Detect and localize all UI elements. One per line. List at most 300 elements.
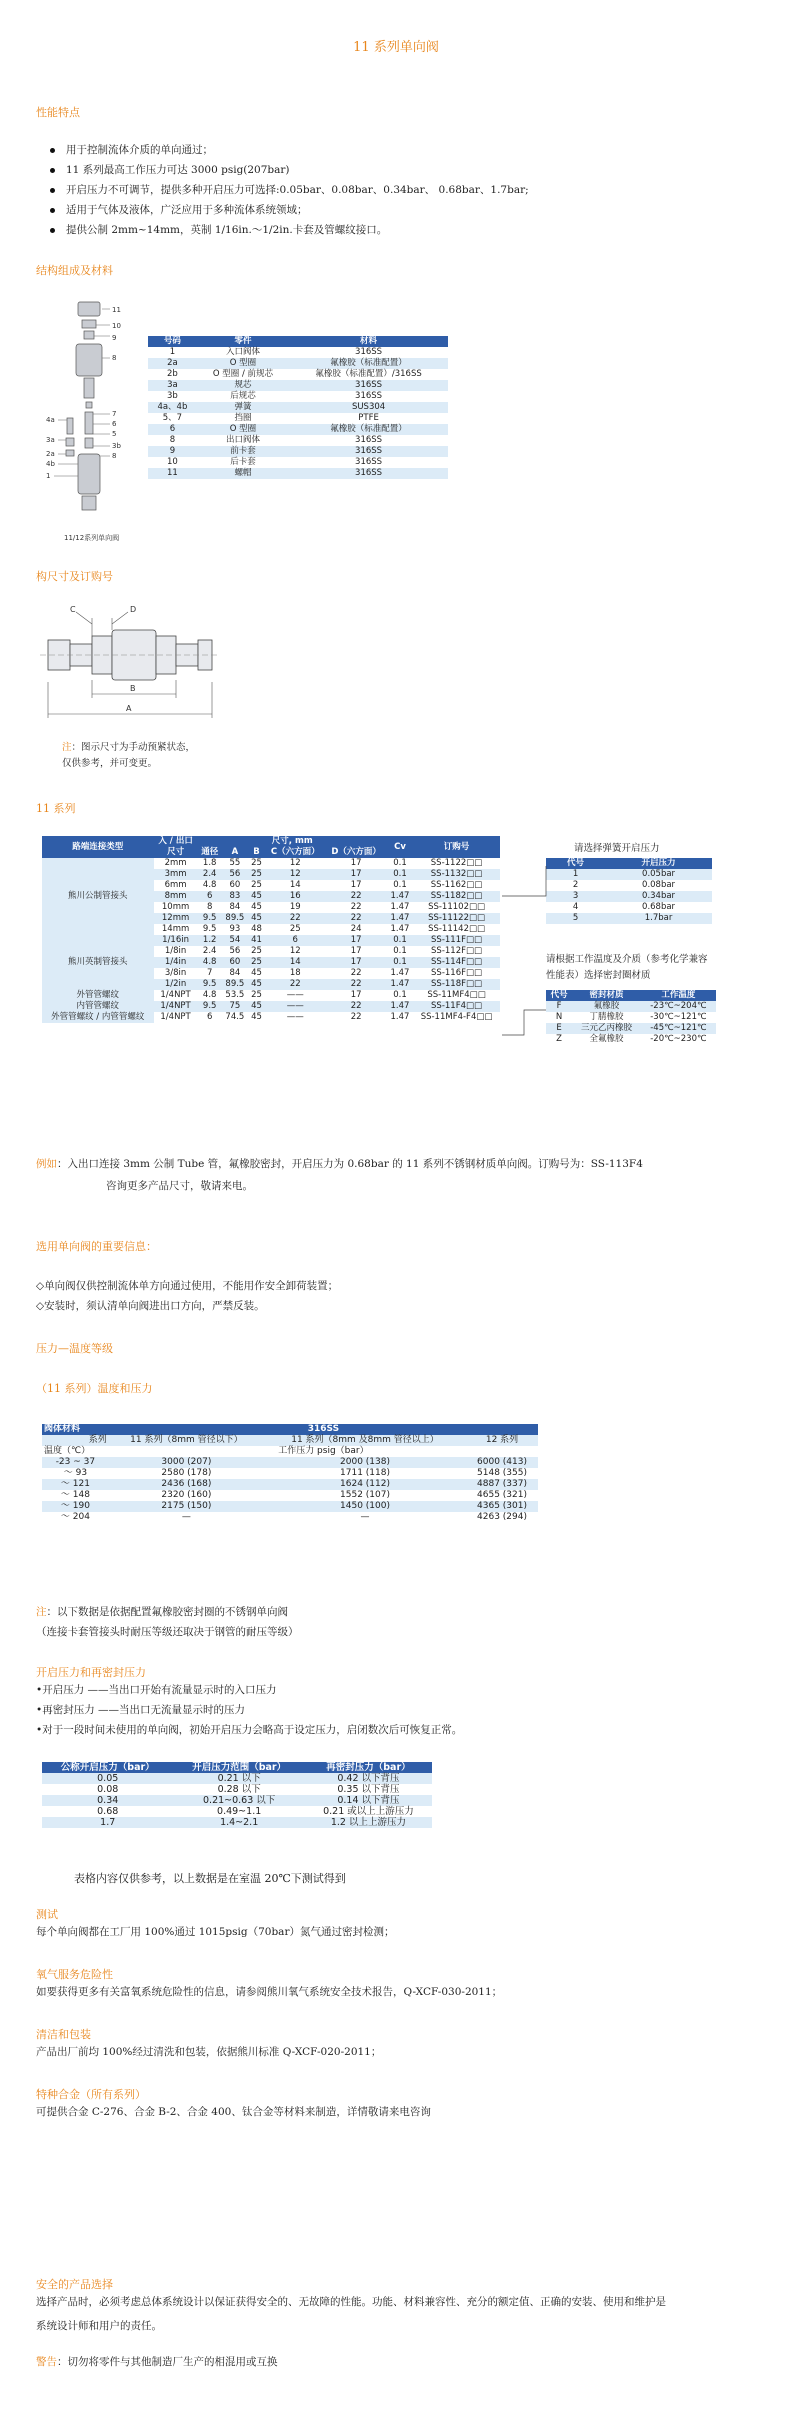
table-cell: 56 xyxy=(229,869,241,879)
table-cell: 0.05bar xyxy=(642,869,676,879)
table-cell: 4.8 xyxy=(202,990,217,1000)
table-row xyxy=(546,1034,716,1045)
pt-temp-label: 温度（℃） xyxy=(44,1446,91,1456)
table-cell: 17 xyxy=(350,880,362,890)
crack-line-2: •再密封压力 ——当出口无流量显示时的压力 xyxy=(36,1704,246,1716)
dimension-note xyxy=(62,740,202,772)
table-cell: 1.7 xyxy=(100,1817,116,1828)
table-cell: 12mm xyxy=(161,913,190,923)
table-row xyxy=(148,468,448,479)
table-cell: 氟橡胶（标准配置）/316SS xyxy=(315,369,422,379)
table-cell: 1/4NPT xyxy=(160,990,191,1000)
table-cell: 93 xyxy=(229,924,241,934)
table-cell: 弹簧 xyxy=(234,402,252,412)
table-row xyxy=(148,435,448,446)
table-cell: 氟橡胶 xyxy=(593,1001,620,1011)
table-cell: 9.5 xyxy=(202,924,217,934)
order-col-size: 尺寸 xyxy=(167,847,185,857)
dim-label-d: D xyxy=(130,605,137,614)
table-row xyxy=(42,990,500,1001)
table-cell: 25 xyxy=(251,869,262,879)
table-row xyxy=(42,1795,432,1806)
table-cell: 84 xyxy=(229,902,241,912)
table-cell: 0.1 xyxy=(393,858,407,868)
seal-table xyxy=(546,990,716,1045)
table-cell: O 型圈 xyxy=(229,424,257,434)
table-cell: 3mm xyxy=(164,869,187,879)
table-cell: 3b xyxy=(166,391,178,401)
crack-col-range: 开启压力范围（bar） xyxy=(192,1762,287,1773)
table-cell: 316SS xyxy=(355,435,383,445)
dim-label-c: C xyxy=(70,605,76,614)
dimension-note-label: 注 xyxy=(62,742,72,753)
clean-heading: 清洁和包装 xyxy=(36,2028,91,2041)
callout-8a: 8 xyxy=(112,354,117,362)
table-cell: 45 xyxy=(251,1001,262,1011)
table-cell: 三元乙丙橡胶 xyxy=(580,1023,632,1033)
diagram-caption: 11/12系列单向阀 xyxy=(64,534,120,542)
table-cell: 3/8in xyxy=(164,968,187,978)
connection-type-label: 熊川公制管接头 xyxy=(42,858,154,935)
table-cell: 22 xyxy=(350,979,362,989)
table-cell: 1/4NPT xyxy=(160,1001,191,1011)
mat-col-part: 零件 xyxy=(234,336,252,346)
crack-heading: 开启压力和再密封压力 xyxy=(36,1666,146,1679)
example-label: 例如 xyxy=(36,1158,57,1170)
pt-wp-label: 工作压力 psig（bar） xyxy=(278,1446,369,1456)
table-row xyxy=(148,391,448,402)
test-heading: 测试 xyxy=(36,1908,58,1921)
table-cell: 17 xyxy=(350,946,362,956)
table-cell: 1.47 xyxy=(390,968,410,978)
table-cell: 0.08bar xyxy=(642,880,676,890)
table-cell: 17 xyxy=(350,990,362,1000)
table-cell: 60 xyxy=(229,957,241,967)
dimension-note-text: ：图示尺寸为手动预紧状态，仅供参考，并可变更。 xyxy=(62,742,196,769)
table-cell: SS-11MF4□□ xyxy=(427,990,486,1000)
table-cell: 1450 (100) xyxy=(340,1501,390,1511)
table-cell: 2a xyxy=(167,358,178,368)
table-cell: 22 xyxy=(289,979,301,989)
table-row xyxy=(148,358,448,369)
table-row xyxy=(546,891,712,902)
table-cell: —— xyxy=(286,1012,304,1022)
table-cell: 0.1 xyxy=(393,869,407,879)
warning-label: 警告 xyxy=(36,2356,57,2368)
table-cell: 5、7 xyxy=(162,413,183,423)
table-cell: 4365 (301) xyxy=(477,1501,527,1511)
table-cell: 挡圈 xyxy=(234,413,252,423)
table-row xyxy=(42,1468,538,1479)
feature-item: 开启压力不可调节，提供多种开启压力可选择:0.05bar、0.08bar、0.34bar、 0.68bar、1.7bar; xyxy=(44,180,529,200)
order-col-c: C（六方面） xyxy=(270,847,320,857)
table-cell: SS-11F4□□ xyxy=(431,1001,483,1011)
table-cell: 10 xyxy=(166,457,178,467)
table-cell: 17 xyxy=(350,869,362,879)
table-cell: 1.2 xyxy=(202,935,217,945)
table-row xyxy=(546,902,712,913)
table-row xyxy=(42,1817,432,1828)
important-item-1: ◇单向阀仅供控制流体单方向通过使用，不能用作安全卸荷装置； xyxy=(36,1280,339,1292)
table-cell: 1.47 xyxy=(390,913,410,923)
table-cell: 2mm xyxy=(164,858,187,868)
table-cell: 0.21 或以上上游压力 xyxy=(323,1806,414,1817)
order-col-dims: 尺寸, mm xyxy=(271,836,313,846)
spring-col-pressure: 开启压力 xyxy=(641,858,676,868)
callout-4b: 4b xyxy=(46,460,55,468)
table-cell: 1552 (107) xyxy=(340,1490,390,1500)
table-cell: 0.68bar xyxy=(642,902,676,912)
table-row xyxy=(148,457,448,468)
table-cell: 规芯 xyxy=(234,380,252,390)
callout-9: 9 xyxy=(112,334,117,342)
table-cell: 5148 (355) xyxy=(477,1468,527,1478)
order-col-order: 订购号 xyxy=(443,841,470,852)
table-cell: E xyxy=(556,1023,562,1033)
table-cell: 9.5 xyxy=(202,1001,217,1011)
structure-heading: 结构组成及材料 xyxy=(36,264,113,277)
table-cell: 0.05 xyxy=(97,1773,119,1784)
table-cell: 4263 (294) xyxy=(477,1512,527,1522)
table-cell: 53.5 xyxy=(225,990,245,1000)
spring-table xyxy=(546,858,712,924)
table-cell: 18 xyxy=(289,968,301,978)
table-cell: 0.21~0.63 以下 xyxy=(203,1795,276,1806)
table-cell: 25 xyxy=(251,957,262,967)
connection-type-label: 外管管螺纹 xyxy=(42,990,154,1001)
table-row xyxy=(42,1457,538,1468)
table-cell: 0.1 xyxy=(393,990,407,1000)
table-cell: 前卡套 xyxy=(230,446,256,456)
pt-series-label: 系列 xyxy=(88,1435,107,1445)
pt-material-label: 阀体材料 xyxy=(44,1424,81,1434)
table-cell: 0.49~1.1 xyxy=(217,1806,262,1817)
oxygen-heading: 氧气服务危险性 xyxy=(36,1968,113,1981)
pt-heading: 压力—温度等级 xyxy=(36,1342,113,1355)
clean-text: 产品出厂前均 100%经过清洗和包装，依据熊川标准 Q-XCF-020-2011； xyxy=(36,2046,382,2058)
table-cell: 2.4 xyxy=(202,869,217,879)
table-row xyxy=(546,1012,716,1023)
important-item-2: ◇安装时，须认清单向阀进出口方向，严禁反装。 xyxy=(36,1300,265,1312)
callout-11: 11 xyxy=(112,306,121,314)
table-cell: 0.1 xyxy=(393,935,407,945)
table-cell: 14 xyxy=(289,957,301,967)
table-cell: ～ 190 xyxy=(60,1501,90,1511)
table-cell: 氟橡胶（标准配置） xyxy=(330,424,407,434)
table-cell: 6 xyxy=(206,1012,213,1022)
crack-col-reseal: 再密封压力（bar） xyxy=(326,1762,411,1773)
table-cell: SS-11142□□ xyxy=(428,924,486,934)
callout-3a: 3a xyxy=(46,436,55,444)
seal-col-material: 密封材质 xyxy=(589,990,624,1000)
table-cell: 74.5 xyxy=(225,1012,245,1022)
table-row xyxy=(42,1012,500,1023)
table-cell: 出口阀体 xyxy=(225,435,260,445)
table-cell: 2 xyxy=(572,880,579,890)
table-cell: -23℃~204℃ xyxy=(650,1001,707,1011)
table-row xyxy=(546,1001,716,1012)
table-cell: 2b xyxy=(166,369,178,379)
table-cell: 55 xyxy=(229,858,241,868)
table-cell: 3 xyxy=(572,891,579,901)
order-col-io: 入 / 出口 xyxy=(158,836,193,846)
crack-col-nominal: 公称开启压力（bar） xyxy=(60,1762,155,1773)
table-cell: 89.5 xyxy=(225,913,245,923)
table-cell: SS-1162□□ xyxy=(430,880,483,890)
table-cell: — xyxy=(181,1512,191,1522)
table-row xyxy=(148,424,448,435)
table-cell: F xyxy=(556,1001,562,1011)
table-cell: 6mm xyxy=(164,880,187,890)
table-cell: 8mm xyxy=(164,891,187,901)
seal-col-temp: 工作温度 xyxy=(661,990,696,1000)
table-cell: 45 xyxy=(251,979,262,989)
table-cell: Z xyxy=(556,1034,562,1044)
feature-item: 11 系列最高工作压力可达 3000 psig(207bar) xyxy=(44,160,529,180)
table-cell: 1.47 xyxy=(390,902,410,912)
table-cell: 22 xyxy=(350,1001,362,1011)
dimension-drawing xyxy=(40,600,220,726)
example-text: ：入出口连接 3mm 公制 Tube 管，氟橡胶密封，开启压力为 0.68bar 的 11 系列不锈钢材质单向阀。订购号为：SS-113F4 xyxy=(57,1158,643,1170)
table-cell: -23 ~ 37 xyxy=(55,1457,96,1467)
connector-lines xyxy=(500,860,548,1060)
callout-6: 6 xyxy=(112,420,117,428)
table-cell: 0.34bar xyxy=(642,891,676,901)
table-cell: SS-1132□□ xyxy=(430,869,483,879)
table-cell: 54 xyxy=(229,935,241,945)
table-cell: 45 xyxy=(251,913,262,923)
callout-4a: 4a xyxy=(46,416,55,424)
table-cell: 4 xyxy=(572,902,579,912)
connection-type-label: 外管管螺纹 / 内管管螺纹 xyxy=(42,1012,154,1023)
table-cell: 45 xyxy=(251,902,262,912)
table-row xyxy=(546,869,712,880)
table-row xyxy=(42,1512,538,1523)
example-more: 咨询更多产品尺寸，敬请来电。 xyxy=(106,1180,253,1192)
table-cell: 2580 (178) xyxy=(161,1468,212,1478)
crack-line-1: •开启压力 ——当出口开始有流量显示时的入口压力 xyxy=(36,1684,277,1696)
table-cell: 全氟橡胶 xyxy=(589,1034,624,1044)
safety-heading: 安全的产品选择 xyxy=(36,2278,113,2291)
table-cell: 8 xyxy=(169,435,176,445)
dimensions-heading: 构尺寸及订购号 xyxy=(36,570,113,583)
table-cell: ～ 121 xyxy=(60,1479,90,1489)
table-cell: 6000 (413) xyxy=(477,1457,527,1467)
table-cell: 25 xyxy=(251,946,262,956)
pt-note xyxy=(36,1602,288,1622)
order-col-bore: 通径 xyxy=(201,847,219,857)
table-cell: 0.1 xyxy=(393,946,407,956)
table-cell: SS-11MF4-F4□□ xyxy=(420,1012,493,1022)
table-row xyxy=(42,1490,538,1501)
mat-col-no: 号码 xyxy=(163,336,181,346)
table-cell: 12 xyxy=(289,858,301,868)
safety-text-2: 系统设计师和用户的责任。 xyxy=(36,2320,162,2332)
table-cell: 14mm xyxy=(161,924,190,934)
feature-item: 适用于气体及液体，广泛应用于多种流体系统领域； xyxy=(44,200,529,220)
table-row xyxy=(148,446,448,457)
table-cell: N xyxy=(555,1012,563,1022)
table-cell: SS-11122□□ xyxy=(428,913,486,923)
table-cell: 83 xyxy=(229,891,241,901)
table-cell: SS-11102□□ xyxy=(428,902,486,912)
table-cell: 1.7bar xyxy=(644,913,673,923)
table-cell: 2320 (160) xyxy=(161,1490,212,1500)
table-cell: 25 xyxy=(251,880,262,890)
table-cell: 11 xyxy=(166,468,178,478)
table-row xyxy=(42,1479,538,1490)
table-cell: 0.1 xyxy=(393,957,407,967)
table-cell: —— xyxy=(286,1001,304,1011)
table-cell: 48 xyxy=(251,924,262,934)
table-cell: 3a xyxy=(167,380,178,390)
table-cell: 25 xyxy=(251,990,262,1000)
table-cell: 60 xyxy=(229,880,241,890)
table-cell: 9.5 xyxy=(202,913,217,923)
pt-note-2: （连接卡套管接头时耐压等级还取决于钢管的耐压等级） xyxy=(36,1626,299,1638)
table-cell: -30℃~121℃ xyxy=(650,1012,707,1022)
table-cell: 1.47 xyxy=(390,1012,410,1022)
table-cell: -20℃~230℃ xyxy=(650,1034,707,1044)
connection-type-label: 内管管螺纹 xyxy=(42,1001,154,1012)
order-table xyxy=(42,836,500,1023)
table-cell: 1.47 xyxy=(390,891,410,901)
table-cell: 5 xyxy=(572,913,579,923)
table-cell: 22 xyxy=(350,968,362,978)
table-cell: 316SS xyxy=(355,391,383,401)
order-col-a: A xyxy=(231,847,239,857)
table-cell: SS-112F□□ xyxy=(431,946,483,956)
table-cell: 1.47 xyxy=(390,1001,410,1011)
table-cell: 0.21 以下 xyxy=(217,1773,261,1784)
table-row xyxy=(148,347,448,358)
table-cell: 9 xyxy=(169,446,176,456)
table-cell: 1.4~2.1 xyxy=(220,1817,259,1828)
table-cell: 16 xyxy=(289,891,301,901)
table-row xyxy=(148,380,448,391)
table-cell: 75 xyxy=(229,1001,241,1011)
table-cell: 氟橡胶（标准配置） xyxy=(330,358,407,368)
table-cell: 316SS xyxy=(355,457,383,467)
callout-7: 7 xyxy=(112,410,117,418)
table-cell: 316SS xyxy=(355,347,383,357)
table-cell: 6 xyxy=(169,424,176,434)
callout-8b: 8 xyxy=(112,452,117,460)
table-cell: 0.68 xyxy=(97,1806,119,1817)
crack-line-3: •对于一段时间未使用的单向阀，初始开启压力会略高于设定压力，启闭数次后可恢复正常。 xyxy=(36,1724,463,1736)
table-cell: —— xyxy=(286,990,304,1000)
table-cell: 316SS xyxy=(355,446,383,456)
table-cell: PTFE xyxy=(358,413,379,423)
pt-col-1: 11 系列（8mm 管径以下） xyxy=(130,1435,243,1445)
table-cell: ～ 148 xyxy=(60,1490,90,1500)
table-row xyxy=(42,1501,538,1512)
table-cell: 25 xyxy=(251,858,262,868)
table-cell: ～ 204 xyxy=(60,1512,90,1522)
pt-note-label: 注 xyxy=(36,1606,47,1618)
warning-text: ：切勿将零件与其他制造厂生产的相混用或互换 xyxy=(57,2356,278,2368)
table-cell: 0.42 以下背压 xyxy=(337,1773,400,1784)
test-text: 每个单向阀都在工厂用 100%通过 1015psig（70bar）氮气通过密封检测； xyxy=(36,1926,395,1938)
callout-2a: 2a xyxy=(46,450,55,458)
dim-label-a: A xyxy=(126,704,132,713)
pt-subheading: （11 系列）温度和压力 xyxy=(36,1382,153,1395)
table-cell: 12 xyxy=(289,946,301,956)
table-cell: 45 xyxy=(251,891,262,901)
pt-material: 316SS xyxy=(307,1424,340,1434)
table-cell: 2175 (150) xyxy=(161,1501,212,1511)
table-cell: -45℃~121℃ xyxy=(650,1023,707,1033)
pt-col-3: 12 系列 xyxy=(485,1435,519,1445)
order-col-b: B xyxy=(253,847,260,857)
table-cell: SS-114F□□ xyxy=(431,957,483,967)
connection-type-label: 熊川英制管接头 xyxy=(42,935,154,990)
table-cell: 14 xyxy=(289,880,301,890)
mat-col-material: 材料 xyxy=(360,336,378,346)
table-cell: 316SS xyxy=(355,468,383,478)
table-cell: SUS304 xyxy=(351,402,386,412)
table-cell: 8 xyxy=(206,902,213,912)
table-row xyxy=(148,413,448,424)
table-cell: 22 xyxy=(350,902,362,912)
table-cell: 17 xyxy=(350,935,362,945)
order-col-conn: 路端连接类型 xyxy=(72,841,124,852)
table-cell: — xyxy=(360,1512,370,1522)
table-row xyxy=(148,402,448,413)
table-cell: 6 xyxy=(206,891,213,901)
table-cell: 4.8 xyxy=(202,880,217,890)
table-cell: 19 xyxy=(289,902,301,912)
table-cell: SS-1182□□ xyxy=(430,891,483,901)
table-cell: 1/2in xyxy=(164,979,187,989)
table-cell: 1 xyxy=(572,869,579,879)
table-cell: 7 xyxy=(206,968,213,978)
pt-note-text: ：以下数据是依据配置氟橡胶密封圈的不锈钢单向阀 xyxy=(46,1606,288,1618)
table-cell: 1 xyxy=(169,347,176,357)
table-cell: 4655 (321) xyxy=(477,1490,527,1500)
table-cell: 1/8in xyxy=(164,946,187,956)
table-cell: 22 xyxy=(289,913,301,923)
table-cell: 12 xyxy=(289,869,301,879)
exploded-view-diagram xyxy=(44,298,144,548)
table-cell: O 型圈 xyxy=(229,358,257,368)
table-cell: SS-111F□□ xyxy=(431,935,483,945)
table-cell: SS-1122□□ xyxy=(430,858,483,868)
seal-title: 请根据工作温度及介质（参考化学兼容性能表）选择密封圈材质 xyxy=(546,954,708,981)
spring-title: 请选择弹簧开启压力 xyxy=(574,843,660,854)
table-cell: 1.47 xyxy=(390,924,410,934)
table-cell: O 型圈 / 前规芯 xyxy=(212,369,274,379)
table-cell: 1/16in xyxy=(162,935,189,945)
table-row xyxy=(546,880,712,891)
table-cell: 1711 (118) xyxy=(340,1468,390,1478)
table-cell: 17 xyxy=(350,858,362,868)
table-cell: 22 xyxy=(350,913,362,923)
table-cell: 4a、4b xyxy=(157,402,188,412)
table-cell: SS-116F□□ xyxy=(431,968,483,978)
table-cell: 0.35 以下背压 xyxy=(337,1784,400,1795)
table-cell: 0.28 以下 xyxy=(217,1784,261,1795)
table-cell: 1/4NPT xyxy=(160,1012,191,1022)
safety-text-1: 选择产品时，必须考虑总体系统设计以保证获得安全的、无故障的性能。功能、材料兼容性、充分的额定值、正确的安装、使用和维护是 xyxy=(36,2296,666,2308)
feature-item: 用于控制流体介质的单向通过； xyxy=(44,140,529,160)
order-col-cv: Cv xyxy=(394,841,406,852)
table-cell: 2.4 xyxy=(202,946,217,956)
table-cell: 56 xyxy=(229,946,241,956)
table-cell: 41 xyxy=(251,935,262,945)
table-cell: 84 xyxy=(229,968,241,978)
materials-table xyxy=(148,336,448,479)
